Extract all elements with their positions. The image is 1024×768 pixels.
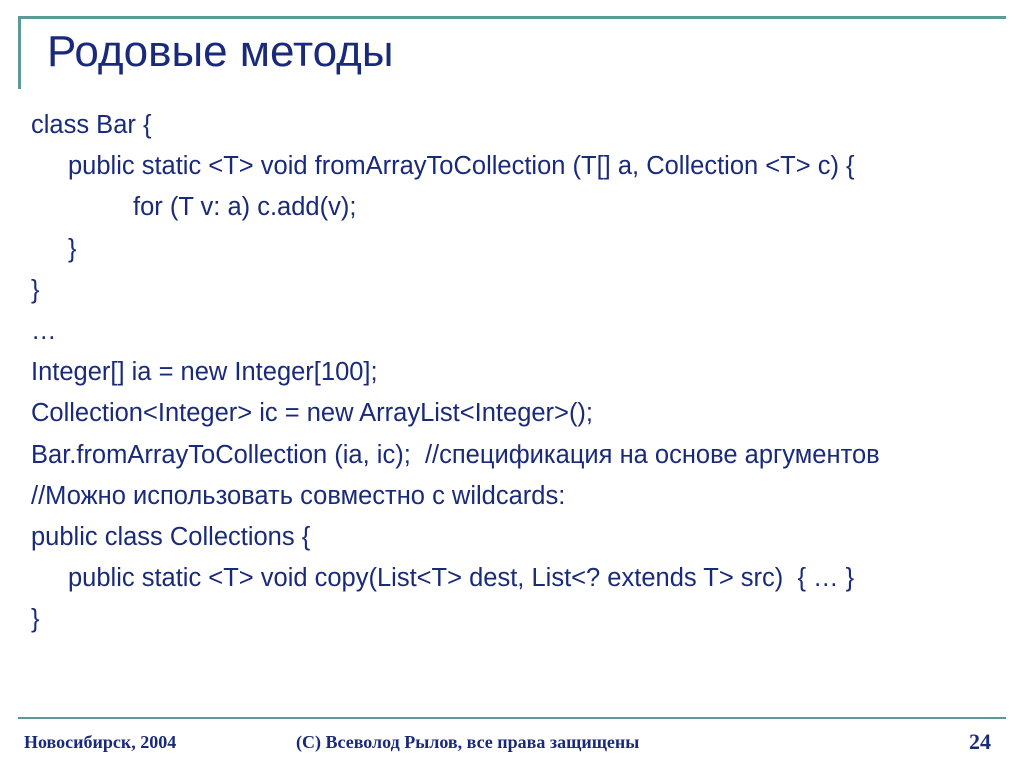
code-line: }: [68, 234, 77, 263]
code-line: public static <T> void fromArrayToCollection (T[] a, Collection <T> c) {: [68, 152, 855, 181]
code-line: for (T v: a) c.add(v);: [133, 193, 357, 222]
code-line: }: [31, 605, 40, 634]
code-line: //Можно использовать совместно с wildcards:: [31, 481, 566, 510]
code-line: public static <T> void copy(List<T> dest, List<? extends T> src) { … }: [68, 564, 855, 593]
footer-city-year: Новосибирск, 2004: [24, 732, 177, 752]
code-block: [31, 105, 1011, 640]
code-line: }: [31, 275, 40, 304]
footer-copyright: (C) Всеволод Рылов, все права защищены: [296, 732, 640, 752]
title-accent-vertical: [18, 16, 21, 89]
slide-title: Родовые методы: [47, 27, 394, 76]
title-accent-horizontal: [18, 16, 1006, 19]
page-number: 24: [969, 729, 991, 754]
code-line: Integer[] ia = new Integer[100];: [31, 358, 378, 387]
code-line: Collection<Integer> ic = new ArrayList<Integer>();: [31, 399, 594, 428]
code-line: Bar.fromArrayToCollection (ia, ic); //спецификация на основе аргументов: [31, 440, 880, 469]
footer-divider: [18, 717, 1006, 719]
code-line: …: [31, 316, 57, 345]
code-line: class Bar {: [31, 111, 152, 139]
code-line: public class Collections {: [31, 522, 311, 551]
